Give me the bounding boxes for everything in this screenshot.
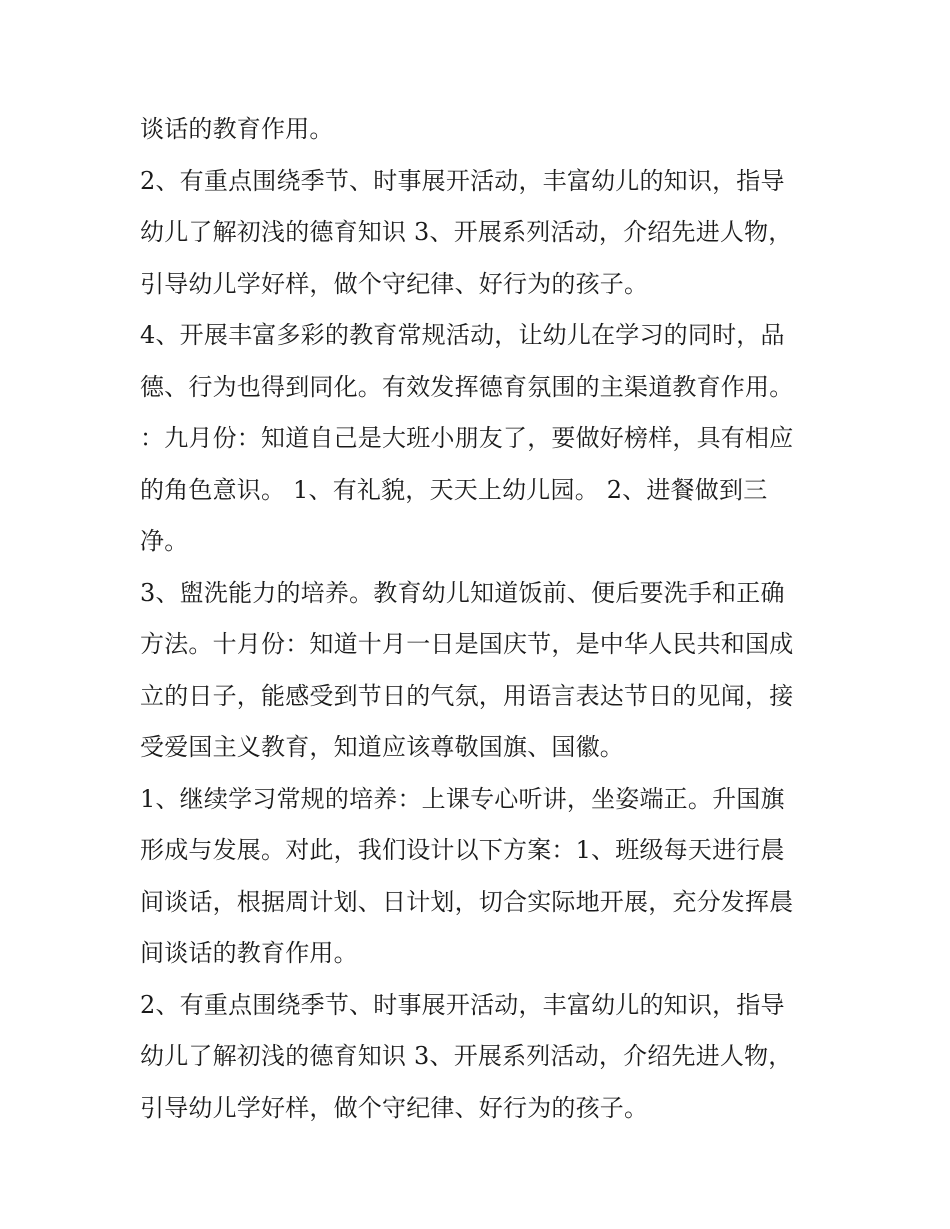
text-line: 净。 xyxy=(140,527,189,555)
text-line: 引导幼儿学好样，做个守纪律、好行为的孩子。 xyxy=(140,269,649,298)
text-line: 间谈话的教育作用。 xyxy=(140,939,358,967)
document-body xyxy=(140,108,830,1138)
text-line: 形成与发展。对此，我们设计以下方案：1、班级每天进行晨 xyxy=(140,836,785,864)
text-line: 2、有重点围绕季节、时事展开活动，丰富幼儿的知识，指导 xyxy=(140,990,785,1019)
text-line: 德、行为也得到同化。有效发挥德育氛围的主渠道教育作用。 xyxy=(140,372,794,401)
text-line: 谈话的教育作用。 xyxy=(140,115,334,143)
text-line: 方法。十月份：知道十月一日是国庆节，是中华人民共和国成 xyxy=(140,630,794,658)
text-line: 4、开展丰富多彩的教育常规活动，让幼儿在学习的同时，品 xyxy=(140,321,785,349)
text-line: 立的日子，能感受到节日的气氛，用语言表达节日的见闻，接 xyxy=(140,681,794,710)
text-line: 引导幼儿学好样，做个守纪律、好行为的孩子。 xyxy=(140,1093,649,1122)
text-line: 幼儿了解初浅的德育知识 3、开展系列活动，介绍先进人物， xyxy=(140,1042,793,1070)
text-line: 1、继续学习常规的培养：上课专心听讲，坐姿端正。升国旗 xyxy=(140,784,785,813)
text-line: ：九月份：知道自己是大班小朋友了，要做好榜样，具有相应 xyxy=(140,424,794,452)
text-line: 3、盥洗能力的培养。教育幼儿知道饭前、便后要洗手和正确 xyxy=(140,578,785,607)
text-line: 2、有重点围绕季节、时事展开活动，丰富幼儿的知识，指导 xyxy=(140,166,785,195)
text-line: 受爱国主义教育，知道应该尊敬国旗、国徽。 xyxy=(140,733,624,761)
text-line: 的角色意识。 1、有礼貌，天天上幼儿园。 2、进餐做到三 xyxy=(140,475,768,504)
text-line: 幼儿了解初浅的德育知识 3、开展系列活动，介绍先进人物， xyxy=(140,218,793,246)
text-line: 间谈话，根据周计划、日计划，切合实际地开展，充分发挥晨 xyxy=(140,887,794,916)
